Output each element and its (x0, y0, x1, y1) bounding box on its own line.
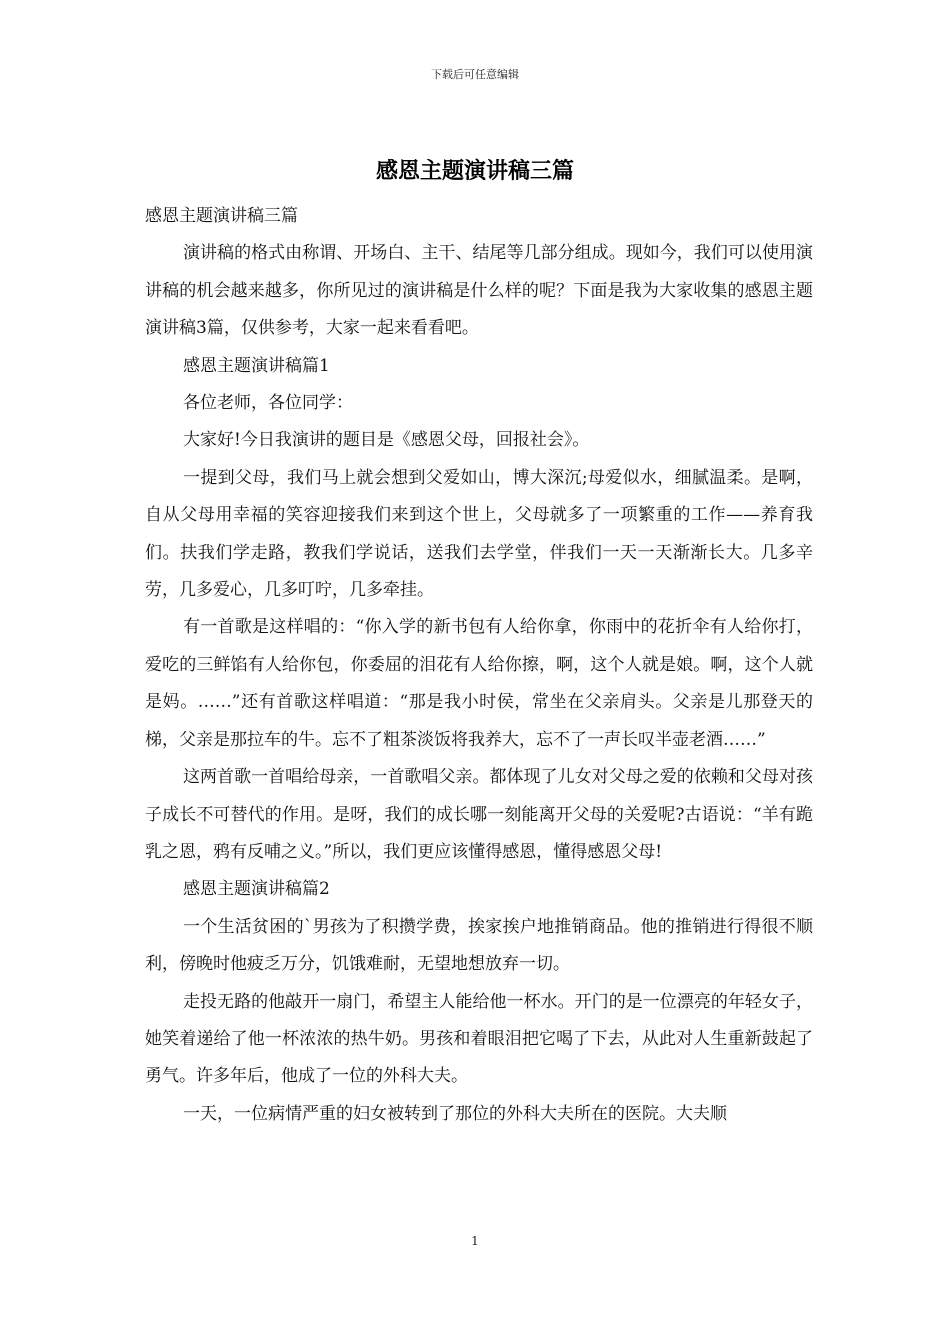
section-heading: 感恩主题演讲稿篇2 (183, 879, 330, 900)
page-number: 1 (471, 1234, 479, 1248)
paragraph: 有一首歌是这样唱的：“你入学的新书包有人给你拿，你雨中的花折伞有人给你打，爱吃的三鲜馅有人给你包，你委屈的泪花有人给你擦，啊，这个人就是娘。啊，这个人就是妈。……”还有首歌这样唱道：“那是我小时侯，常坐在父亲肩头。父亲是儿那登天的梯，父亲是那拉车的牛。忘不了粗茶淡饭将我养大，忘不了一声长叹半壶老酒……” (145, 617, 813, 750)
paragraph: 这两首歌一首唱给母亲，一首歌唱父亲。都体现了儿女对父母之爱的依赖和父母对孩子成长不可替代的作用。是呀，我们的成长哪一刻能离开父母的关爱呢?古语说：“羊有跪乳之恩，鸦有反哺之义。”所以，我们更应该懂得感恩，懂得感恩父母! (145, 767, 813, 862)
paragraph: 各位老师，各位同学： (183, 393, 353, 414)
paragraph: 大家好!今日我演讲的题目是《感恩父母，回报社会》。 (183, 430, 590, 451)
paragraph: 走投无路的他敲开一扇门，希望主人能给他一杯水。开门的是一位漂亮的年轻女子，她笑着递给了他一杯浓浓的热牛奶。男孩和着眼泪把它喝了下去，从此对人生重新鼓起了勇气。许多年后，他成了一位的外科大夫。 (145, 991, 813, 1087)
document-body (145, 198, 813, 1133)
page-header: 下载后可任意编辑 (431, 68, 519, 81)
paragraph: 感恩主题演讲稿三篇 (145, 206, 298, 226)
paragraph: 一天，一位病情严重的妇女被转到了那位的外科大夫所在的医院。大夫顺 (183, 1103, 727, 1124)
document-title: 感恩主题演讲稿三篇 (375, 158, 574, 184)
paragraph: 演讲稿的格式由称谓、开场白、主干、结尾等几部分组成。现如今，我们可以使用演讲稿的机会越来越多，你所见过的演讲稿是什么样的呢？下面是我为大家收集的感恩主题演讲稿3篇，仅供参考，大家一起来看看吧。 (145, 243, 813, 339)
section-heading: 感恩主题演讲稿篇1 (183, 355, 330, 376)
paragraph: 一提到父母，我们马上就会想到父爱如山，博大深沉;母爱似水，细腻温柔。是啊，自从父母用幸福的笑容迎接我们来到这个世上，父母就多了一项繁重的工作——养育我们。扶我们学走路，教我们学说话，送我们去学堂，伴我们一天一天渐渐长大。几多辛劳，几多爱心，几多叮咛，几多牵挂。 (145, 467, 813, 601)
paragraph: 一个生活贫困的`男孩为了积攒学费，挨家挨户地推销商品。他的推销进行得很不顺利，傍晚时他疲乏万分，饥饿难耐，无望地想放弃一切。 (145, 916, 813, 975)
